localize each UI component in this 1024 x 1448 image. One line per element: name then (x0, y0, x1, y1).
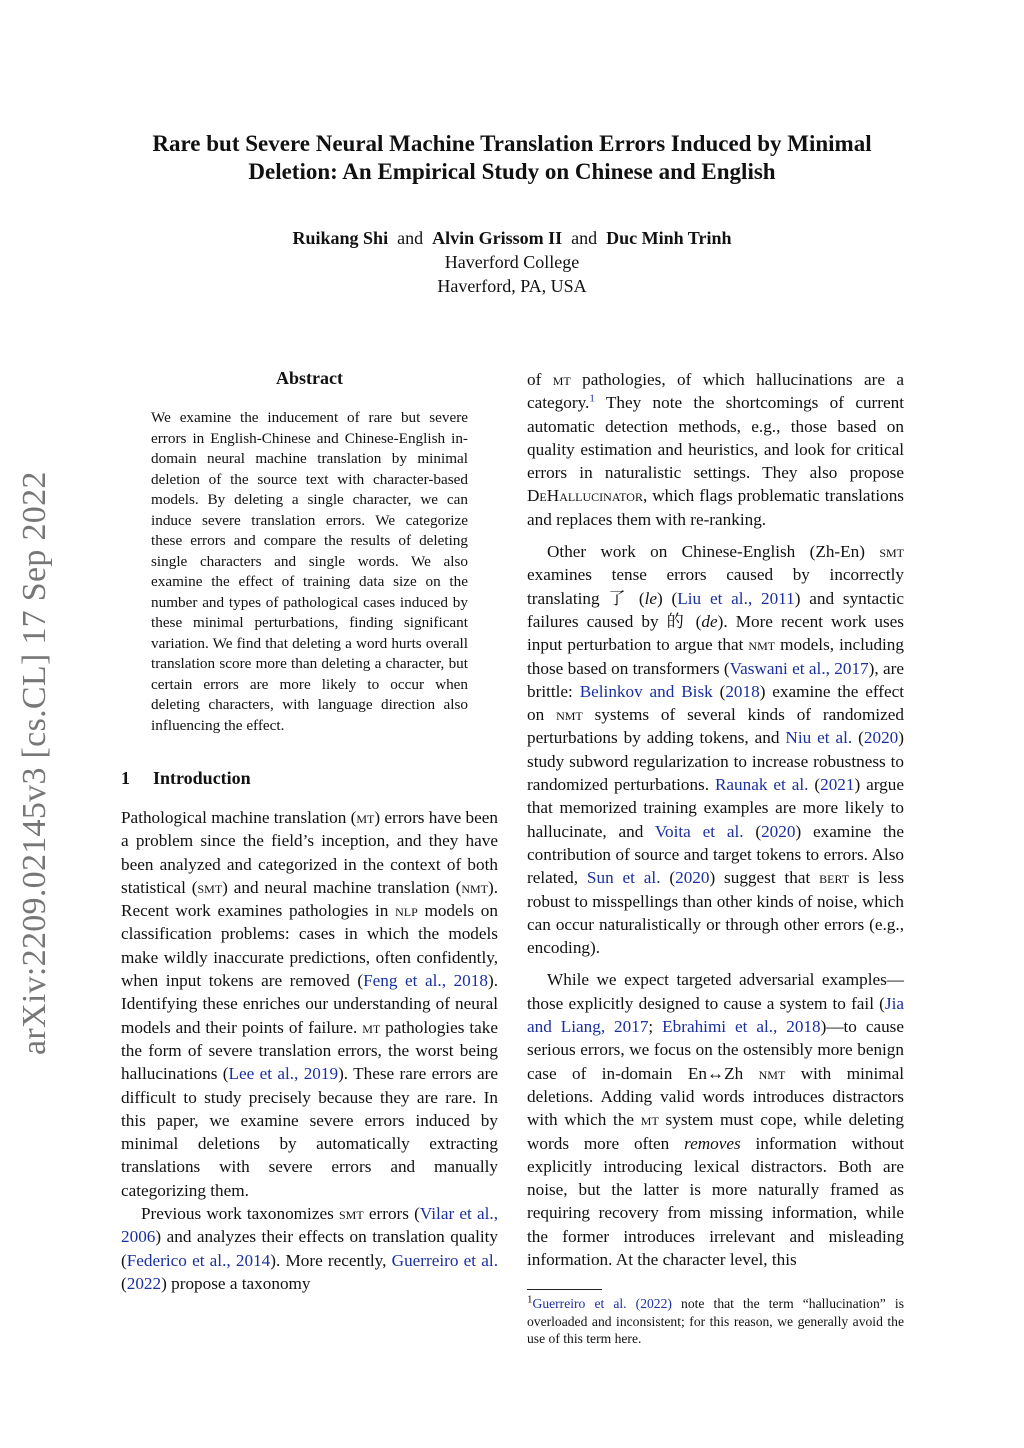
citation-link[interactable]: Voita et al. (654, 821, 744, 841)
citation-link[interactable]: 2022 (126, 1273, 162, 1293)
citation-link[interactable]: Niu et al. (785, 728, 853, 748)
intro-paragraph-5: While we expect targeted adversarial examples—those explicitly designed to cause a system to fail (Jia and Liang, 2017; Ebrahimi et al., 2018)—to cause serious errors, we focus on the ostensibly more benign case of in-domain En↔Zh nmt with minimal deletions. Adding valid words introduces distractors with which the mt system must cope, while deleting words more often removes information without explicitly introducing lexical distractors. Both are noise, but the latter is more naturally framed as requiring recovery from missing information, while the former introduces irrelevant and misleading information. At the character level, this (527, 970, 904, 1269)
author-separator: and (397, 228, 424, 248)
section-number: 1 (121, 768, 130, 788)
citation-link[interactable]: 2018 (725, 681, 760, 701)
citation-link[interactable]: Guerreiro et al. (391, 1250, 498, 1270)
citation-link[interactable]: Ebrahimi et al., 2018 (662, 1017, 821, 1037)
left-column (121, 366, 498, 1295)
intro-paragraph-1: Pathological machine translation (mt) errors have been a problem since the field’s inception, and they have been analyzed and categorized in the context of both statistical (smt) and neural machine translation (nmt). Recent work examines pathologies in nlp models on classification problems: cases in which the models make wildly inaccurate predictions, often confidently, when input tokens are removed (Feng et al., 2018). Identifying these enriches our understanding of neural models and their points of failure. mt pathologies take the form of severe translation errors, the worst being hallucinations (Lee et al., 2019). These rare errors are difficult to study precisely because they are rare. In this paper, we examine severe errors induced by minimal deletions by automatically extracting translations with severe errors and manually categorizing them. (121, 808, 499, 1200)
citation-link[interactable]: Feng et al., 2018 (363, 971, 488, 991)
citation-link[interactable]: Lee et al., 2019 (228, 1064, 339, 1084)
author-name: Alvin Grissom II (432, 228, 563, 248)
footnote-marker[interactable]: 1 (589, 392, 595, 405)
author-separator: and (571, 228, 598, 248)
footnote-text: note that the term “hallucination” is overloaded and inconsistent; for this reason, we generally avoid the use of this term here. (527, 1296, 904, 1347)
citation-link[interactable]: Raunak et al. (714, 775, 809, 795)
citation-link[interactable]: Guerreiro et al. (2022) (532, 1296, 672, 1312)
footnote (527, 1295, 904, 1348)
footnote-number: 1 (527, 1293, 533, 1306)
intro-paragraph-3: of mt pathologies, of which hallucinations are a category.$^1$ They note the shortcomings of current automatic detection methods, e.g., those based on quality estimation and heuristics, and look for critical errors in naturalistic settings. They also propose DeHallucinator, which flags problematic translations and replaces them with re-ranking. (527, 370, 904, 529)
paper-title-line-1: Rare but Severe Neural Machine Translation Errors Induced by Minimal (152, 131, 872, 156)
abstract-text: We examine the inducement of rare but severe errors in English-Chinese and Chinese-English in-domain neural machine translation by minimal deletion of the source text with character-based models. By deleting a single character, we can induce severe translation errors. We categorize these errors and compare the results of deleting single characters and single words. We also examine the effect of training data size on the number and types of pathological cases induced by these minimal perturbations, finding significant variation. We find that deleting a word hurts overall translation score more than deleting a character, but certain errors are more likely to occur when deleting characters, with language direction also influencing the effect. (151, 409, 468, 734)
citation-link[interactable]: Liu et al., 2011 (677, 588, 795, 608)
right-column (527, 368, 904, 1348)
location: Haverford, PA, USA (437, 276, 587, 296)
citation-link[interactable]: 2020 (863, 728, 899, 748)
citation-link[interactable]: Vilar et al., 2006 (121, 1204, 499, 1247)
citation-link[interactable]: Jia and Liang, 2017 (527, 993, 904, 1037)
section-heading-introduction (121, 766, 498, 790)
paper-title-line-2: Deletion: An Empirical Study on Chinese and English (248, 159, 776, 184)
author-name: Ruikang Shi (292, 228, 389, 248)
arxiv-identifier-stamp: arXiv:2209.02145v3 [cs.CL] 17 Sep 2022 (16, 471, 53, 1055)
intro-paragraph-2: Previous work taxonomizes smt errors (Vilar et al., 2006) and analyzes their effects on translation quality (Federico et al., 2014). More recently, Guerreiro et al. (2022) propose a taxonomy (121, 1204, 499, 1293)
paper-title (100, 130, 924, 186)
affiliation: Haverford College (444, 252, 580, 272)
author-block (100, 226, 924, 298)
citation-link[interactable]: 2020 (761, 821, 796, 841)
section-title: Introduction (153, 768, 251, 788)
citation-link[interactable]: Belinkov and Bisk (579, 681, 713, 701)
author-names (100, 226, 924, 250)
abstract-heading: Abstract (276, 368, 343, 388)
citation-link[interactable]: Federico et al., 2014 (126, 1250, 271, 1270)
author-name: Duc Minh Trinh (606, 228, 732, 248)
citation-link[interactable]: Sun et al. (586, 868, 661, 888)
intro-paragraph-4: Other work on Chinese-English (Zh-En) smt examines tense errors caused by incorrectly translating 了 (le) (Liu et al., 2011) and syntactic failures caused by 的 (de). More recent work uses input perturbation to argue that nmt models, including those based on transformers (Vaswani et al., 2017), are brittle: Belinkov and Bisk (2018) examine the effect on nmt systems of several kinds of randomized perturbations by adding tokens, and Niu et al. (2020) study subword regularization to increase robustness to randomized perturbations. Raunak et al. (2021) argue that memorized training examples are more likely to hallucinate, and Voita et al. (2020) examine the contribution of source and target tokens to errors. Also related, Sun et al. (2020) suggest that bert is less robust to misspellings than other kinds of noise, which can occur naturalistically or through other errors (e.g., encoding). (527, 542, 905, 958)
citation-link[interactable]: Vaswani et al., 2017 (729, 658, 869, 678)
footnote-divider (527, 1289, 602, 1290)
citation-link[interactable]: 2020 (675, 868, 710, 888)
citation-link[interactable]: 2021 (820, 775, 855, 795)
